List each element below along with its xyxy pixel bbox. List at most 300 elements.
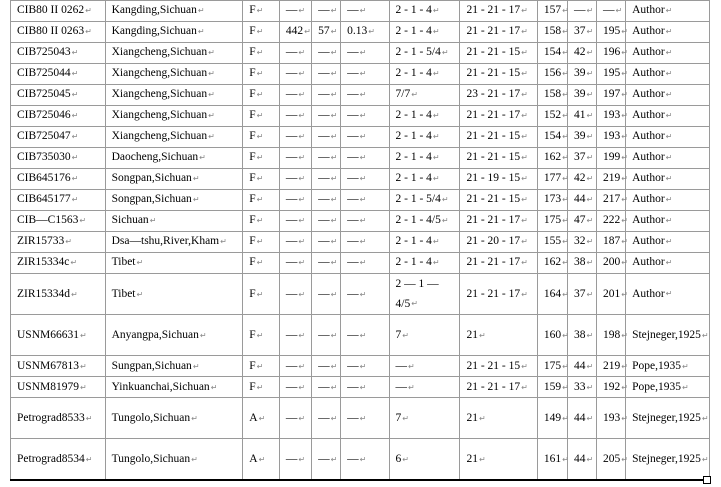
locality-cell: [105, 169, 243, 190]
sex-cell-text: F: [249, 25, 256, 38]
measurement-cell: [279, 315, 311, 356]
source-cell-text: Author: [632, 214, 665, 227]
paragraph-mark-icon: ↵: [432, 132, 440, 142]
paragraph-mark-icon: ↵: [621, 361, 628, 371]
ventral-cell-text: 156: [543, 67, 562, 80]
subcaudal-cell-text: 44: [574, 452, 586, 465]
locality-cell: [105, 85, 243, 106]
measurement-cell: [279, 106, 311, 127]
paragraph-mark-icon: ↵: [521, 111, 528, 121]
locality-cell: [105, 315, 243, 356]
paragraph-mark-icon: ↵: [478, 330, 486, 340]
paragraph-mark-icon: ↵: [665, 69, 673, 79]
subcaudal-cell-text: 44: [574, 359, 586, 372]
paragraph-mark-icon: ↵: [521, 90, 528, 100]
total-cell: [597, 1, 626, 22]
paragraph-mark-icon: ↵: [478, 454, 486, 464]
measurement-cell-text: —: [318, 256, 330, 269]
total-cell: [597, 169, 626, 190]
measurement-cell-text: —: [347, 130, 359, 143]
formula-cell-text: 2 - 1 - 4: [395, 4, 432, 17]
scale-rows-cell-text: 21: [466, 452, 478, 465]
formula-cell: [389, 43, 460, 64]
scale-rows-cell: [460, 356, 537, 377]
measurement-cell-text: —: [347, 172, 359, 185]
paragraph-mark-icon: ↵: [586, 382, 594, 392]
measurement-cell: [279, 232, 311, 253]
measurement-cell: [279, 43, 311, 64]
measurement-cell-text: —: [285, 235, 298, 248]
paragraph-mark-icon: ↵: [330, 361, 338, 371]
table-row: [11, 190, 710, 211]
scale-rows-cell: [460, 1, 537, 22]
ventral-cell-text: 158: [543, 25, 562, 38]
paragraph-mark-icon: ↵: [208, 111, 215, 121]
formula-cell: [389, 64, 460, 85]
sex-cell: [243, 232, 280, 253]
paragraph-mark-icon: ↵: [330, 153, 338, 163]
paragraph-mark-icon: ↵: [359, 330, 367, 340]
measurement-cell: [279, 439, 311, 481]
ventral-cell: [537, 439, 567, 481]
measurement-cell: [279, 64, 311, 85]
paragraph-mark-icon: ↵: [298, 132, 306, 142]
subcaudal-cell-text: 44: [574, 411, 586, 424]
paragraph-mark-icon: ↵: [521, 48, 528, 58]
subcaudal-cell-text: 44: [574, 193, 586, 206]
measurement-cell-text: —: [285, 151, 298, 164]
paragraph-mark-icon: ↵: [408, 361, 415, 371]
measurement-cell: [312, 274, 341, 315]
paragraph-mark-icon: ↵: [402, 454, 409, 464]
paragraph-mark-icon: ↵: [191, 413, 198, 423]
sex-cell: [243, 274, 280, 315]
source-cell-text: Pope,1935: [632, 380, 681, 393]
sex-cell: [243, 148, 280, 169]
subcaudal-cell: [568, 315, 597, 356]
paragraph-mark-icon: ↵: [298, 413, 306, 423]
measurement-cell: [341, 398, 389, 439]
sex-cell-text: F: [249, 88, 256, 101]
paragraph-mark-icon: ↵: [665, 90, 673, 100]
measurement-cell: [312, 106, 341, 127]
paragraph-mark-icon: ↵: [79, 361, 87, 371]
measurement-cell-text: —: [318, 452, 330, 465]
scale-rows-cell-text: 21 - 21 - 17: [466, 214, 521, 227]
source-cell: [626, 85, 710, 106]
paragraph-mark-icon: ↵: [562, 6, 569, 16]
subcaudal-cell-text: 42: [574, 46, 586, 59]
total-cell-text: 205: [603, 452, 621, 465]
formula-cell-text: 2 - 1 - 4/5: [395, 214, 441, 227]
sex-cell: [243, 85, 280, 106]
paragraph-mark-icon: ↵: [586, 413, 594, 423]
source-cell-text: Author: [632, 151, 665, 164]
paragraph-mark-icon: ↵: [85, 27, 92, 37]
paragraph-mark-icon: ↵: [562, 413, 569, 423]
source-cell-text: Author: [632, 4, 665, 17]
total-cell: [597, 315, 626, 356]
paragraph-mark-icon: ↵: [521, 174, 528, 184]
formula-cell-text: 2 - 1 - 4: [395, 235, 432, 248]
formula-cell: [389, 106, 460, 127]
paragraph-mark-icon: ↵: [432, 174, 440, 184]
sex-cell: [243, 43, 280, 64]
total-cell: [597, 439, 626, 481]
measurement-cell-text: 0.13: [347, 25, 368, 38]
formula-cell-text: —: [395, 359, 407, 372]
paragraph-mark-icon: ↵: [562, 454, 569, 464]
total-cell: [597, 190, 626, 211]
total-cell-text: 201: [603, 287, 621, 300]
paragraph-mark-icon: ↵: [256, 69, 264, 79]
ventral-cell: [537, 232, 567, 253]
paragraph-mark-icon: ↵: [562, 48, 569, 58]
subcaudal-cell-text: 37: [574, 287, 586, 300]
measurement-cell-text: —: [318, 214, 330, 227]
table-row: [11, 169, 710, 190]
specimen-id-cell-text: CIB645176: [17, 172, 71, 185]
scale-rows-cell: [460, 64, 537, 85]
ventral-cell-text: 162: [543, 151, 562, 164]
measurement-cell: [312, 64, 341, 85]
paragraph-mark-icon: ↵: [441, 48, 449, 58]
table-resize-handle[interactable]: [703, 476, 711, 484]
paragraph-mark-icon: ↵: [402, 330, 409, 340]
measurement-cell: [341, 64, 389, 85]
formula-cell: [389, 274, 460, 315]
sex-cell-text: F: [249, 235, 256, 248]
paragraph-mark-icon: ↵: [562, 258, 569, 268]
specimen-id-cell: [11, 439, 106, 481]
measurement-cell: [341, 169, 389, 190]
locality-cell-text: Xiangcheng,Sichuan: [111, 130, 208, 143]
paragraph-mark-icon: ↵: [521, 237, 528, 247]
paragraph-mark-icon: ↵: [192, 195, 200, 205]
paragraph-mark-icon: ↵: [71, 90, 79, 100]
measurement-cell-text: —: [285, 256, 298, 269]
paragraph-mark-icon: ↵: [562, 237, 569, 247]
measurement-cell-text: —: [318, 172, 330, 185]
specimen-id-cell-text: CIB725047: [17, 130, 71, 143]
locality-cell-text: Tibet: [111, 287, 136, 300]
measurement-cell: [341, 356, 389, 377]
paragraph-mark-icon: ↵: [432, 237, 440, 247]
source-cell: [626, 253, 710, 274]
paragraph-mark-icon: ↵: [136, 258, 144, 268]
paragraph-mark-icon: ↵: [359, 69, 367, 79]
source-cell-text: Author: [632, 88, 665, 101]
total-cell: [597, 127, 626, 148]
scale-rows-cell: [460, 148, 537, 169]
paragraph-mark-icon: ↵: [258, 413, 266, 423]
sex-cell-text: F: [249, 130, 256, 143]
formula-cell-text: 2 - 1 - 4: [395, 130, 432, 143]
source-cell-text: Author: [632, 67, 665, 80]
sex-cell-text: F: [249, 4, 256, 17]
paragraph-mark-icon: ↵: [411, 299, 418, 309]
table-row: [11, 274, 710, 315]
ventral-cell: [537, 43, 567, 64]
ventral-cell-text: 149: [543, 411, 562, 424]
paragraph-mark-icon: ↵: [359, 174, 367, 184]
subcaudal-cell-text: 39: [574, 67, 586, 80]
paragraph-mark-icon: ↵: [79, 382, 87, 392]
paragraph-mark-icon: ↵: [681, 382, 689, 392]
paragraph-mark-icon: ↵: [562, 289, 569, 299]
subcaudal-cell: [568, 127, 597, 148]
paragraph-mark-icon: ↵: [85, 413, 93, 423]
measurement-cell: [312, 22, 341, 43]
formula-cell: [389, 315, 460, 356]
sex-cell: [243, 315, 280, 356]
ventral-cell-text: 155: [543, 235, 562, 248]
paragraph-mark-icon: ↵: [71, 174, 79, 184]
formula-cell: [389, 148, 460, 169]
ventral-cell: [537, 127, 567, 148]
total-cell-text: 197: [603, 88, 621, 101]
paragraph-mark-icon: ↵: [621, 90, 628, 100]
measurement-cell: [279, 169, 311, 190]
table-row: [11, 1, 710, 22]
paragraph-mark-icon: ↵: [586, 258, 594, 268]
ventral-cell: [537, 22, 567, 43]
paragraph-mark-icon: ↵: [330, 330, 338, 340]
subcaudal-cell: [568, 85, 597, 106]
paragraph-mark-icon: ↵: [432, 6, 440, 16]
measurement-cell: [279, 398, 311, 439]
locality-cell-text: Xiangcheng,Sichuan: [111, 67, 208, 80]
specimen-id-cell-text: USNM67813: [17, 359, 79, 372]
source-cell: [626, 377, 710, 398]
formula-cell-text: 7: [395, 329, 402, 342]
paragraph-mark-icon: ↵: [359, 195, 367, 205]
sex-cell: [243, 106, 280, 127]
measurement-cell-text: —: [285, 193, 298, 206]
total-cell-text: 193: [603, 411, 621, 424]
specimen-id-cell-text: CIB80 II 0262: [17, 4, 85, 17]
paragraph-mark-icon: ↵: [621, 216, 628, 226]
measurement-cell: [341, 43, 389, 64]
paragraph-mark-icon: ↵: [71, 111, 79, 121]
source-cell-text: Author: [632, 130, 665, 143]
paragraph-mark-icon: ↵: [256, 216, 264, 226]
paragraph-mark-icon: ↵: [681, 361, 689, 371]
locality-cell-text: Kangding,Sichuan: [111, 25, 197, 38]
subcaudal-cell: [568, 148, 597, 169]
subcaudal-cell-text: 37: [574, 151, 586, 164]
ventral-cell: [537, 377, 567, 398]
paragraph-mark-icon: ↵: [408, 382, 415, 392]
paragraph-mark-icon: ↵: [621, 48, 628, 58]
measurement-cell-text: —: [347, 359, 359, 372]
formula-cell-text: 2 - 1 - 5/4: [395, 193, 441, 206]
paragraph-mark-icon: ↵: [665, 6, 673, 16]
locality-cell: [105, 439, 243, 481]
paragraph-mark-icon: ↵: [256, 132, 264, 142]
paragraph-mark-icon: ↵: [359, 6, 367, 16]
ventral-cell-text: 173: [543, 193, 562, 206]
table-row: [11, 148, 710, 169]
paragraph-mark-icon: ↵: [521, 258, 528, 268]
locality-cell: [105, 190, 243, 211]
total-cell: [597, 43, 626, 64]
paragraph-mark-icon: ↵: [586, 361, 594, 371]
subcaudal-cell-text: 41: [574, 109, 586, 122]
ventral-cell: [537, 169, 567, 190]
total-cell-text: 192: [603, 380, 621, 393]
formula-cell: [389, 398, 460, 439]
measurement-cell: [279, 190, 311, 211]
paragraph-mark-icon: ↵: [71, 289, 78, 299]
ventral-cell: [537, 315, 567, 356]
measurement-cell: [312, 315, 341, 356]
scale-rows-cell-text: 21 - 21 - 15: [466, 67, 521, 80]
paragraph-mark-icon: ↵: [562, 361, 569, 371]
paragraph-mark-icon: ↵: [432, 69, 440, 79]
scale-rows-cell-text: 21: [466, 411, 478, 424]
paragraph-mark-icon: ↵: [521, 382, 528, 392]
measurement-cell: [312, 43, 341, 64]
measurement-cell: [279, 85, 311, 106]
specimen-id-cell-text: CIB725043: [17, 46, 71, 59]
paragraph-mark-icon: ↵: [298, 258, 306, 268]
paragraph-mark-icon: ↵: [562, 90, 569, 100]
formula-cell-text: —: [395, 380, 407, 393]
specimen-id-cell-text: Petrograd8534: [17, 452, 85, 465]
paragraph-mark-icon: ↵: [298, 382, 306, 392]
paragraph-mark-icon: ↵: [562, 382, 569, 392]
sex-cell: [243, 377, 280, 398]
source-cell: [626, 64, 710, 85]
formula-cell: [389, 22, 460, 43]
formula-cell-text: 7/7: [395, 88, 411, 101]
subcaudal-cell: [568, 64, 597, 85]
formula-cell: [389, 211, 460, 232]
paragraph-mark-icon: ↵: [665, 195, 673, 205]
measurement-cell: [341, 106, 389, 127]
paragraph-mark-icon: ↵: [220, 237, 227, 247]
paragraph-mark-icon: ↵: [521, 27, 528, 37]
measurement-cell: [312, 85, 341, 106]
locality-cell-text: Tibet: [111, 256, 136, 269]
ventral-cell: [537, 85, 567, 106]
measurement-cell-text: —: [285, 452, 298, 465]
table-row: [11, 85, 710, 106]
paragraph-mark-icon: ↵: [298, 289, 306, 299]
specimen-id-cell-text: ZIR15334d: [17, 287, 71, 300]
paragraph-mark-icon: ↵: [586, 90, 594, 100]
measurement-cell: [341, 148, 389, 169]
measurement-cell-text: —: [347, 4, 359, 17]
scale-rows-cell-text: 23 - 21 - 17: [466, 88, 521, 101]
formula-cell: [389, 169, 460, 190]
measurement-cell-text: —: [318, 380, 330, 393]
paragraph-mark-icon: ↵: [586, 111, 594, 121]
scale-rows-cell-text: 21 - 21 - 15: [466, 46, 521, 59]
total-cell: [597, 148, 626, 169]
measurement-cell-text: —: [347, 88, 359, 101]
sex-cell: [243, 439, 280, 481]
ventral-cell: [537, 356, 567, 377]
formula-cell: [389, 253, 460, 274]
paragraph-mark-icon: ↵: [432, 27, 440, 37]
measurement-cell-text: —: [318, 151, 330, 164]
measurement-cell: [341, 377, 389, 398]
subcaudal-cell: [568, 1, 597, 22]
paragraph-mark-icon: ↵: [71, 153, 79, 163]
locality-cell-text: Tungolo,Sichuan: [111, 411, 191, 424]
paragraph-mark-icon: ↵: [521, 69, 528, 79]
ventral-cell: [537, 190, 567, 211]
paragraph-mark-icon: ↵: [359, 382, 367, 392]
total-cell-text: 217: [603, 193, 621, 206]
paragraph-mark-icon: ↵: [562, 174, 569, 184]
locality-cell: [105, 106, 243, 127]
scale-rows-cell-text: 21 - 21 - 15: [466, 193, 521, 206]
subcaudal-cell: [568, 43, 597, 64]
ventral-cell-text: 175: [543, 214, 562, 227]
source-cell: [626, 232, 710, 253]
paragraph-mark-icon: ↵: [359, 111, 367, 121]
paragraph-mark-icon: ↵: [701, 454, 709, 464]
paragraph-mark-icon: ↵: [586, 237, 594, 247]
paragraph-mark-icon: ↵: [701, 413, 709, 423]
sex-cell-text: F: [249, 193, 256, 206]
source-cell: [626, 190, 710, 211]
paragraph-mark-icon: ↵: [359, 216, 367, 226]
measurement-cell: [312, 356, 341, 377]
ventral-cell: [537, 1, 567, 22]
sex-cell: [243, 398, 280, 439]
table-row: [11, 64, 710, 85]
subcaudal-cell: [568, 169, 597, 190]
specimen-id-cell: [11, 232, 106, 253]
formula-cell: [389, 1, 460, 22]
specimen-id-cell-text: CIB80 II 0263: [17, 25, 85, 38]
paragraph-mark-icon: ↵: [298, 48, 306, 58]
table-row: [11, 356, 710, 377]
paragraph-mark-icon: ↵: [441, 195, 449, 205]
paragraph-mark-icon: ↵: [359, 237, 367, 247]
scale-rows-cell-text: 21 - 21 - 15: [466, 130, 521, 143]
measurement-cell-text: —: [347, 193, 359, 206]
paragraph-mark-icon: ↵: [256, 6, 264, 16]
total-cell: [597, 211, 626, 232]
scale-rows-cell-text: 21 - 21 - 17: [466, 109, 521, 122]
paragraph-mark-icon: ↵: [330, 90, 338, 100]
measurement-cell-text: —: [347, 109, 359, 122]
formula-cell-text: 2 - 1 - 4: [395, 109, 432, 122]
table-row: [11, 439, 710, 481]
locality-cell: [105, 148, 243, 169]
sex-cell: [243, 1, 280, 22]
paragraph-mark-icon: ↵: [621, 237, 628, 247]
formula-cell-text: 2 - 1 - 4: [395, 172, 432, 185]
table-row: [11, 43, 710, 64]
source-cell-text: Author: [632, 193, 665, 206]
paragraph-mark-icon: ↵: [586, 6, 594, 16]
subcaudal-cell: [568, 274, 597, 315]
formula-cell-text: 2 — 1 — 4/5: [395, 278, 439, 310]
locality-cell: [105, 377, 243, 398]
locality-cell: [105, 22, 243, 43]
source-cell: [626, 439, 710, 481]
paragraph-mark-icon: ↵: [208, 48, 215, 58]
measurement-cell-text: —: [285, 380, 298, 393]
measurement-cell-text: —: [318, 88, 330, 101]
scale-rows-cell: [460, 22, 537, 43]
